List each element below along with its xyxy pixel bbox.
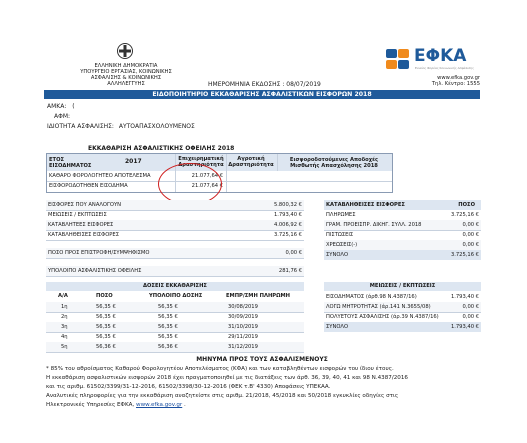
summary-row: ΥΠΟΛΟΙΠΟ ΑΣΦΑΛΙΣΤΙΚΗΣ ΟΦΕΙΛΗΣ 281,76 € (46, 266, 304, 277)
message-line-3: και τις αριθμ. 61502/3399/31-12-2016, 61502/3398/30-12-2016 (ΦΕΚ τ.Β' 4330) Αποφάσεις ΥΠΕΚΑΑ. (46, 384, 331, 390)
installment-row: 4η 56,35 € 56,35 € 29/11/2019 (46, 332, 304, 343)
summary-row: ΚΑΤΑΒΛΗΤΕΕΣ ΕΙΣΦΟΡΕΣ 4.006,92 € (46, 220, 304, 231)
reductions-heading: ΜΕΙΩΣΕΙΣ / ΕΚΠΤΩΣΕΙΣ (324, 282, 481, 291)
gov-line-1: ΕΛΛΗΝΙΚΗ ΔΗΜΟΚΡΑΤΙΑ (94, 63, 158, 69)
afm-label: ΑΦΜ: (54, 113, 71, 120)
installment-row: 5η 56,36 € 56,36 € 31/12/2019 (46, 342, 304, 353)
message-line-2: Η εκκαθάριση ασφαλιστικών εισφορών 2018 έχει πραγματοποιηθεί με τις διατάξεις των άρθ. 36, 39, 40, 41 και 98 Ν.4387/2016 (46, 375, 408, 381)
reduction-row: ΠΟΛΥΕΤΟΥΣ ΑΣΦΑΛΙΣΗΣ (άρ.39 Ν.4387/16) 0,00 € (324, 312, 481, 323)
reduction-row: ΕΙΣΟΔΗΜΑΤΟΣ (άρθ.98 Ν.4387/16) 1.793,40 € (324, 292, 481, 303)
installment-row: 2η 56,35 € 56,35 € 30/09/2019 (46, 312, 304, 323)
amka-value: ( (72, 103, 75, 110)
income-section-heading: ΕΚΚΑΘΑΡΙΣΗ ΑΣΦΑΛΙΣΤΙΚΗΣ ΟΦΕΙΛΗΣ 2018 (88, 145, 235, 152)
website-link[interactable]: www.efka.gov.gr (437, 75, 480, 81)
state-emblem-icon (116, 42, 134, 60)
message-line-5-prefix: Ηλεκτρονικές Υπηρεσίες ΕΦΚΑ, (46, 402, 135, 408)
message-line-4: Αναλυτικές πληροφορίες για την εκκαθάριση αναζητείστε στις αριθμ. 21/2018, 45/2018 και 50/2018 εγκυκλίες οδηγίες στις (46, 393, 399, 399)
installments-col-balance: ΥΠΟΛΟΙΠΟ ΔΟΣΗΣ (149, 293, 203, 299)
efka-logo-icon (385, 48, 411, 70)
capacity-value: ΑΥΤΟΑΠΑΣΧΟΛΟΥΜΕΝΟΣ (118, 123, 195, 130)
message-line-5-suffix: . (184, 402, 186, 408)
paid-row: ΠΛΗΡΩΜΕΣ 3.725,16 € (324, 210, 481, 221)
reductions-total-row: ΣΥΝΟΛΟ 1.793,40 € (326, 324, 479, 330)
message-heading: ΜΗΝΥΜΑ ΠΡΟΣ ΤΟΥΣ ΑΣΦΑΛΙΣΜΕΝΟΥΣ (196, 356, 328, 363)
efka-logo (385, 46, 480, 72)
installments-col-amount: ΠΟΣΟ (96, 293, 113, 299)
installment-row: 3η 56,35 € 56,35 € 31/10/2019 (46, 322, 304, 333)
paid-row: ΧΡΕΩΣΕΙΣ(-) 0,00 € (324, 240, 481, 251)
efka-logo-text: ΕΦΚΑ (414, 46, 467, 66)
reduction-row: ΛΟΓΩ ΜΗΤΡΟΤΗΤΑΣ (άρ.141 Ν.3655/08) 0,00 € (324, 302, 481, 313)
business-column-label: Επιχειρηματική Δραστηριότητα (178, 156, 224, 168)
summary-row: ΜΕΙΩΣΕΙΣ / ΕΚΠΤΩΣΕΙΣ 1.793,40 € (46, 210, 304, 221)
issue-date: ΗΜΕΡΟΜΗΝΙΑ ΕΚΔΟΣΗΣ : 08/07/2019 (208, 81, 321, 88)
document-title: ΕΙΔΟΠΟΙΗΤΗΡΙΟ ΕΚΚΑΘΑΡΙΣΗΣ ΑΣΦΑΛΙΣΤΙΚΩΝ ΕΙΣΦΟΡΩΝ 2018 (44, 90, 480, 99)
year-column-label: ΕΤΟΣ ΕΙΣΟΔΗΜΑΤΟΣ (49, 157, 92, 169)
gov-line-3: ΑΣΦΑΛΙΣΗΣ & ΚΟΙΝΩΝΙΚΗΣ ΑΛΛΗΛΕΓΓΥΗΣ (90, 75, 162, 87)
paid-total-row: ΣΥΝΟΛΟ 3.725,16 € (326, 252, 479, 258)
agri-column-label: Αγροτική Δραστηριότητα (228, 156, 274, 168)
income-row-value-1: 21.077,64 € (191, 183, 223, 189)
installments-col-due: ΕΜΠΡ/ΣΜΗ ΠΛΗΡΩΜΗ (226, 293, 291, 299)
gov-line-2: ΥΠΟΥΡΓΕΙΟ ΕΡΓΑΣΙΑΣ, ΚΟΙΝΩΝΙΚΗΣ (80, 69, 172, 75)
highlight-circle (158, 163, 222, 205)
summary-row: ΠΟΣΟ ΠΡΟΣ ΕΠΙΣΤΡΟΦΗ/ΣΥΜΨΗΦΙΣΜΟ 0,00 € (46, 248, 304, 259)
capacity-label: ΙΔΙΟΤΗΤΑ ΑΣΦΑΛΙΣΗΣ: (47, 123, 114, 130)
summary-row: ΕΙΣΦΟΡΕΣ ΠΟΥ ΑΝΑΛΟΓΟΥΝ 5.800,32 € (46, 200, 304, 211)
income-row-label-0: ΚΑΘΑΡΟ ΦΟΡΟΛΟΓΗΤΕΟ ΑΠΟΤΕΛΕΣΜΑ (49, 173, 151, 179)
salaried-column-label: Εισφοροδοτούμενες Αποδοχές Μισθωτής Απασχόλησης 2018 (289, 157, 379, 169)
paid-header-amount: ΠΟΣΟ (458, 202, 475, 208)
installment-row: 1η 56,35 € 56,35 € 30/08/2019 (46, 302, 304, 313)
income-year: 2017 (125, 158, 142, 165)
paid-header-label: ΚΑΤΑΒΛΗΘΕΙΣΕΣ ΕΙΣΦΟΡΕΣ (326, 202, 405, 208)
income-row-value-0: 21.077,64 € (191, 173, 223, 179)
income-row-label-1: ΕΙΣΦΟΡΟΔΟΤΗΘΕΝ ΕΙΣΟΔΗΜΑ (49, 183, 128, 189)
paid-row: ΓΡΑΜ. ΠΡΟΕΙΣΠΡ. ΔΙΚΗΓ. ΣΥΛΛ. 2018 0,00 € (324, 220, 481, 231)
paid-row: ΠΙΣΤΩΣΕΙΣ 0,00 € (324, 230, 481, 241)
summary-row: ΚΑΤΑΒΛΗΘΕΙΣΕΣ ΕΙΣΦΟΡΕΣ 3.725,16 € (46, 230, 304, 241)
efka-website-link[interactable]: www.efka.gov.gr (136, 402, 183, 408)
message-line-1: * 85% του αθροίσματος Καθαρού Φορολογητέου Αποτελέσματος (ΚΦΑ) και των καταβληθέντων εισφορών του ίδιου έτους. (46, 366, 394, 372)
efka-logo-sub: Ενιαίος Φορέας Κοινωνικής Ασφάλισης (415, 66, 474, 70)
installments-heading: ΔΟΣΕΙΣ ΕΚΚΑΘΑΡΙΣΗΣ (46, 282, 304, 291)
phone-number: Τηλ. Κέντρο: 1555 (431, 81, 480, 87)
amka-label: ΑΜΚΑ: (47, 103, 67, 110)
installments-col-n: Α/Α (58, 293, 68, 299)
